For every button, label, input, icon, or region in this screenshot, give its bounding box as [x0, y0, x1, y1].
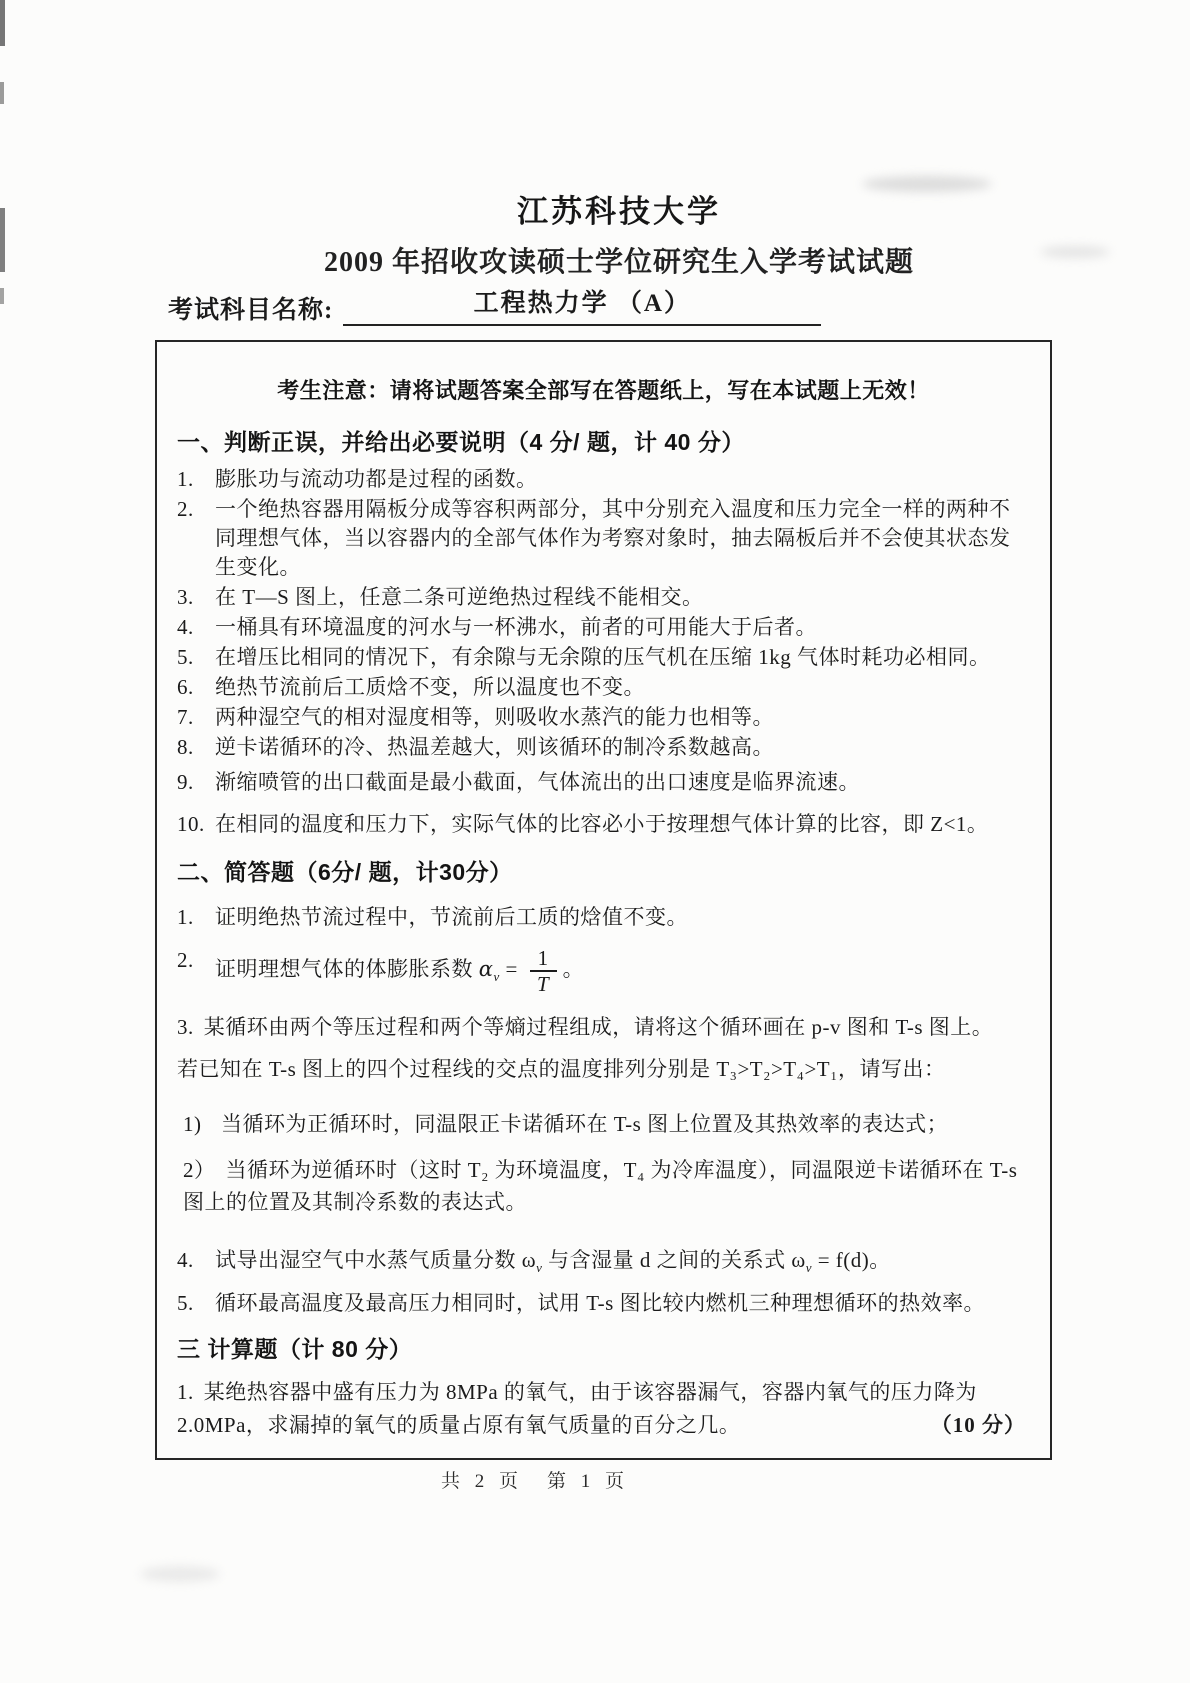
s1-item-2: [177, 495, 1030, 582]
s2-item-3-sub2: [177, 1154, 1030, 1218]
item-text-line2: 若已知在 T-s 图上的四个过程线的交点的温度排列分别是 T₃>T₂>T₄>T₁，请写出：: [177, 1057, 946, 1081]
item-text: 两种湿空气的相对湿度相等，则吸收水蒸汽的能力也相等。: [215, 705, 774, 729]
item-text: 在相同的温度和压力下，实际气体的比容必小于按理想气体计算的比容，即 Z<1。: [215, 812, 989, 836]
section1-heading: 一、判断正误，并给出必要说明（4 分/ 题，计 40 分）: [177, 429, 745, 455]
item-text: 证明绝热节流过程中，节流前后工质的焓值不变。: [215, 905, 688, 929]
omega-subscript: v: [536, 1260, 543, 1275]
s1-item-8: [177, 733, 1030, 762]
item-number: 1.: [177, 467, 194, 491]
item-number: 8.: [177, 735, 194, 759]
formula-suffix: 。: [562, 956, 585, 981]
subitem-text: 当循环为正循环时，同温限正卡诺循环在 T-s 图上位置及其热效率的表达式；: [221, 1112, 949, 1136]
s1-item-6: [177, 673, 1030, 702]
item-number: 3.: [177, 585, 194, 609]
section2-heading: 二、简答题（6分/ 题，计30分）: [177, 859, 513, 885]
item-text: 渐缩喷管的出口截面是最小截面，气体流出的出口速度是临界流速。: [215, 770, 860, 794]
formula-part: = f(d)。: [811, 1248, 891, 1272]
fraction: [530, 946, 557, 996]
item-number: 3.: [177, 1015, 194, 1039]
s1-item-10: [177, 810, 1030, 839]
fraction-denominator: T: [536, 972, 550, 996]
item-number: 9.: [177, 770, 194, 794]
s1-item-1: [177, 465, 1030, 494]
item-number: 10.: [177, 812, 205, 836]
subject-row: [168, 283, 888, 326]
subitem-text: 当循环为逆循环时（这时 T₂ 为环境温度，T₄ 为冷库温度），同温限逆卡诺循环在 T-s 图上的位置及其制冷系数的表达式。: [183, 1158, 1018, 1214]
formula-part: 试导出湿空气中水蒸气质量分数 ω: [215, 1248, 537, 1272]
subject-underline: [343, 283, 821, 326]
exam-title: 2009 年招收攻读硕士学位研究生入学考试试题: [323, 247, 914, 278]
fraction-numerator: 1: [530, 946, 557, 972]
item-text: 一桶具有环境温度的河水与一杯沸水，前者的可用能大于后者。: [215, 615, 817, 639]
header: [0, 186, 1190, 280]
item-text: 在 T—S 图上，任意二条可逆绝热过程线不能相交。: [215, 585, 704, 609]
item-number: 4.: [177, 1248, 194, 1272]
section3-heading: 三 计算题（计 80 分）: [177, 1336, 413, 1362]
scan-smudge-artifact: [140, 1566, 220, 1582]
formula-part: 与含湿量 d 之间的关系式 ω: [542, 1248, 806, 1272]
subitem-number: 1): [183, 1112, 202, 1136]
page-footer: 共 2 页 第 1 页: [440, 1471, 629, 1492]
item-number: 4.: [177, 615, 194, 639]
equals-sign: =: [499, 956, 524, 981]
subject-value: 工程热力学 （A）: [473, 290, 691, 317]
s2-item-1: [177, 903, 1030, 932]
question-box: [155, 340, 1052, 1460]
item-text: 循环最高温度及最高压力相同时，试用 T-s 图比较内燃机三种理想循环的热效率。: [215, 1291, 986, 1315]
omega-subscript: v: [805, 1260, 812, 1275]
item-text-line1: 某循环由两个等压过程和两个等熵过程组成，请将这个循环画在 p-v 图和 T-s 图上。: [203, 1015, 994, 1039]
item-text: 逆卡诺循环的冷、热温差越大，则该循环的制冷系数越高。: [215, 735, 774, 759]
item-number: 6.: [177, 675, 194, 699]
item-text: 一个绝热容器用隔板分成等容积两部分，其中分别充入温度和压力完全一样的两种不同理想气体，当以容器内的全部气体作为考察对象时，抽去隔板后并不会使其状态发生变化。: [215, 497, 1011, 579]
item-text: 在增压比相同的情况下，有余隙与无余隙的压气机在压缩 1kg 气体时耗功必相同。: [215, 645, 991, 669]
item-text: 绝热节流前后工质焓不变，所以温度也不变。: [215, 675, 645, 699]
subitem-number: 2）: [183, 1158, 216, 1182]
subject-label: 考试科目名称:: [168, 297, 334, 324]
s1-item-5: [177, 643, 1030, 672]
score-badge: （10 分）: [930, 1413, 1026, 1437]
alpha-subscript: v: [493, 968, 500, 984]
s1-item-9: [177, 768, 1030, 797]
scan-edge-artifact: [0, 0, 5, 46]
s1-item-7: [177, 703, 1030, 732]
item-text: [215, 1246, 1030, 1275]
university-name: 江苏科技大学: [517, 194, 721, 229]
s2-item-2: [177, 946, 1030, 996]
item-number: 2.: [177, 948, 194, 972]
s2-item-3-sub1: [177, 1108, 1030, 1140]
item-number: 5.: [177, 1291, 194, 1315]
item-text: [215, 946, 1030, 996]
scan-edge-artifact: [0, 288, 4, 304]
item-number: 5.: [177, 645, 194, 669]
s3-item-1: [177, 1376, 1030, 1442]
s2-item-4: [177, 1246, 1030, 1275]
item-text: 某绝热容器中盛有压力为 8MPa 的氧气，由于该容器漏气，容器内氧气的压力降为 2.0MPa，求漏掉的氧气的质量占原有氧气质量的百分之几。: [177, 1380, 977, 1437]
item-number: 1.: [177, 1380, 194, 1404]
section1-list: [177, 465, 1030, 839]
s1-item-3: [177, 583, 1030, 612]
formula-prefix: 证明理想气体的体膨胀系数: [215, 956, 479, 981]
alpha-symbol: α: [478, 956, 494, 981]
s1-item-4: [177, 613, 1030, 642]
s2-item-3: [177, 1006, 1030, 1090]
item-number: 2.: [177, 497, 194, 521]
item-text: 膨胀功与流动功都是过程的函数。: [215, 467, 538, 491]
item-number: 7.: [177, 705, 194, 729]
item-number: 1.: [177, 905, 194, 929]
candidate-notice: 考生注意：请将试题答案全部写在答题纸上，写在本试题上无效！: [277, 378, 930, 403]
s2-item-5: [177, 1289, 1030, 1318]
scan-edge-artifact: [0, 82, 4, 104]
